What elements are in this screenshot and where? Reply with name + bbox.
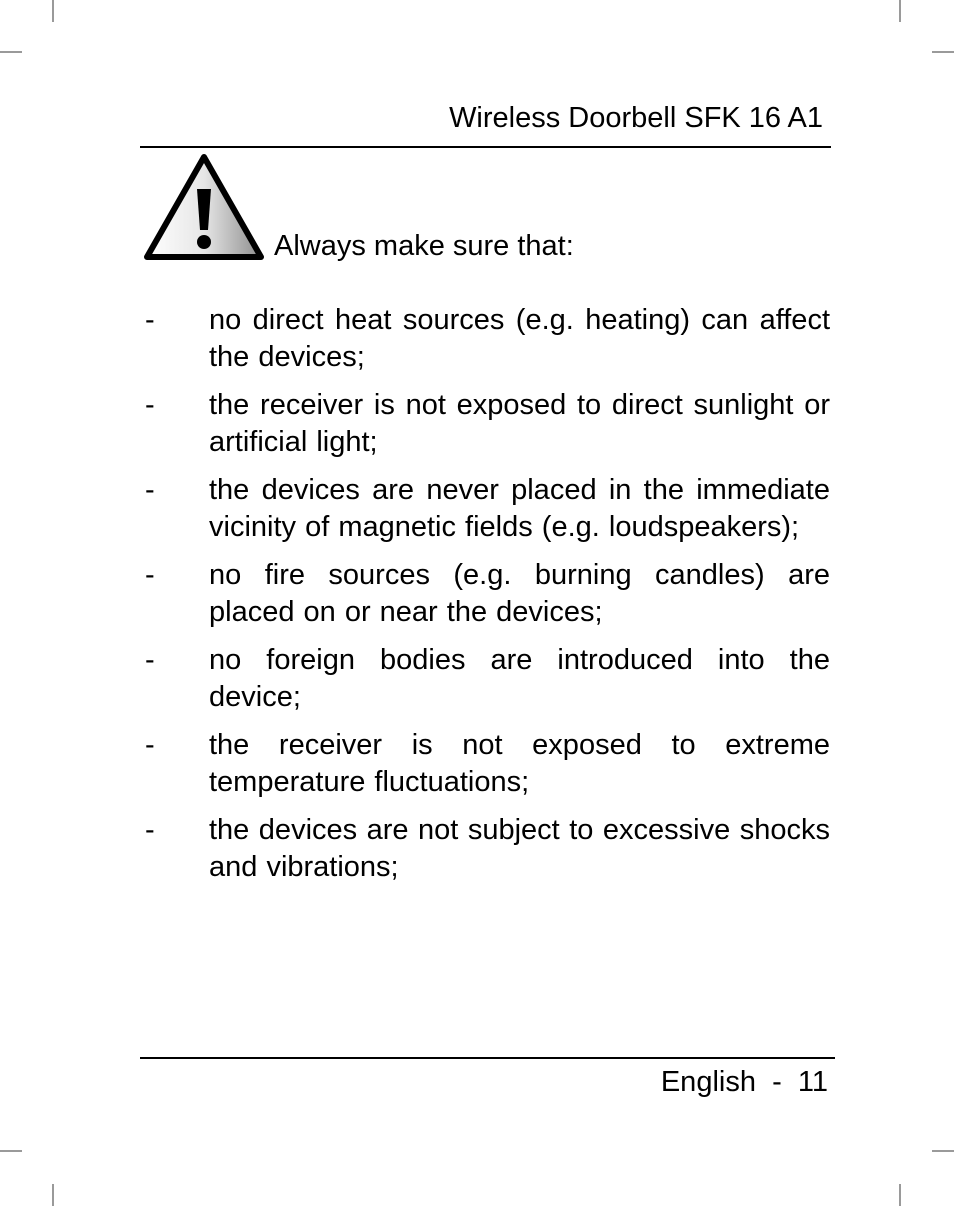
warning-triangle-icon	[143, 153, 265, 263]
list-item-text: the devices are not subject to excessive shocks and vibrations;	[209, 814, 830, 883]
crop-mark	[52, 0, 54, 22]
list-item	[145, 557, 830, 630]
crop-mark	[0, 1150, 22, 1152]
footer-separator: -	[772, 1066, 782, 1098]
list-item-text: no foreign bodies are introduced into the device;	[209, 644, 830, 713]
list-item-text: no direct heat sources (e.g. heating) can affect the devices;	[209, 304, 830, 373]
list-bullet: -	[145, 644, 155, 676]
list-bullet: -	[145, 814, 155, 846]
header-divider	[140, 146, 831, 148]
list-bullet: -	[145, 389, 155, 421]
list-item	[145, 727, 830, 800]
page-footer	[661, 1064, 828, 1100]
page-number: 11	[797, 1066, 828, 1098]
warning-text: Always make sure that:	[274, 230, 574, 262]
list-bullet: -	[145, 304, 155, 336]
list-item-text: the receiver is not exposed to extreme temperature fluctuations;	[209, 729, 830, 798]
crop-mark	[932, 51, 954, 53]
crop-mark	[0, 51, 22, 53]
crop-mark	[899, 0, 901, 22]
list-item	[145, 302, 830, 375]
list-item	[145, 387, 830, 460]
list-item-text: the devices are never placed in the immediate vicinity of magnetic fields (e.g. loudspeakers);	[209, 474, 830, 543]
list-bullet: -	[145, 474, 155, 506]
list-item	[145, 642, 830, 715]
list-item	[145, 472, 830, 545]
footer-divider	[140, 1057, 835, 1059]
crop-mark	[932, 1150, 954, 1152]
list-item	[145, 812, 830, 885]
header-title: Wireless Doorbell SFK 16 A1	[449, 102, 823, 134]
footer-language: English	[660, 1066, 756, 1098]
crop-mark	[52, 1184, 54, 1206]
precautions-list	[145, 302, 830, 897]
list-item-text: no fire sources (e.g. burning candles) are placed on or near the devices;	[209, 559, 830, 628]
crop-mark	[899, 1184, 901, 1206]
list-item-text: the receiver is not exposed to direct sunlight or artificial light;	[209, 389, 830, 458]
list-bullet: -	[145, 729, 155, 761]
list-bullet: -	[145, 559, 155, 591]
